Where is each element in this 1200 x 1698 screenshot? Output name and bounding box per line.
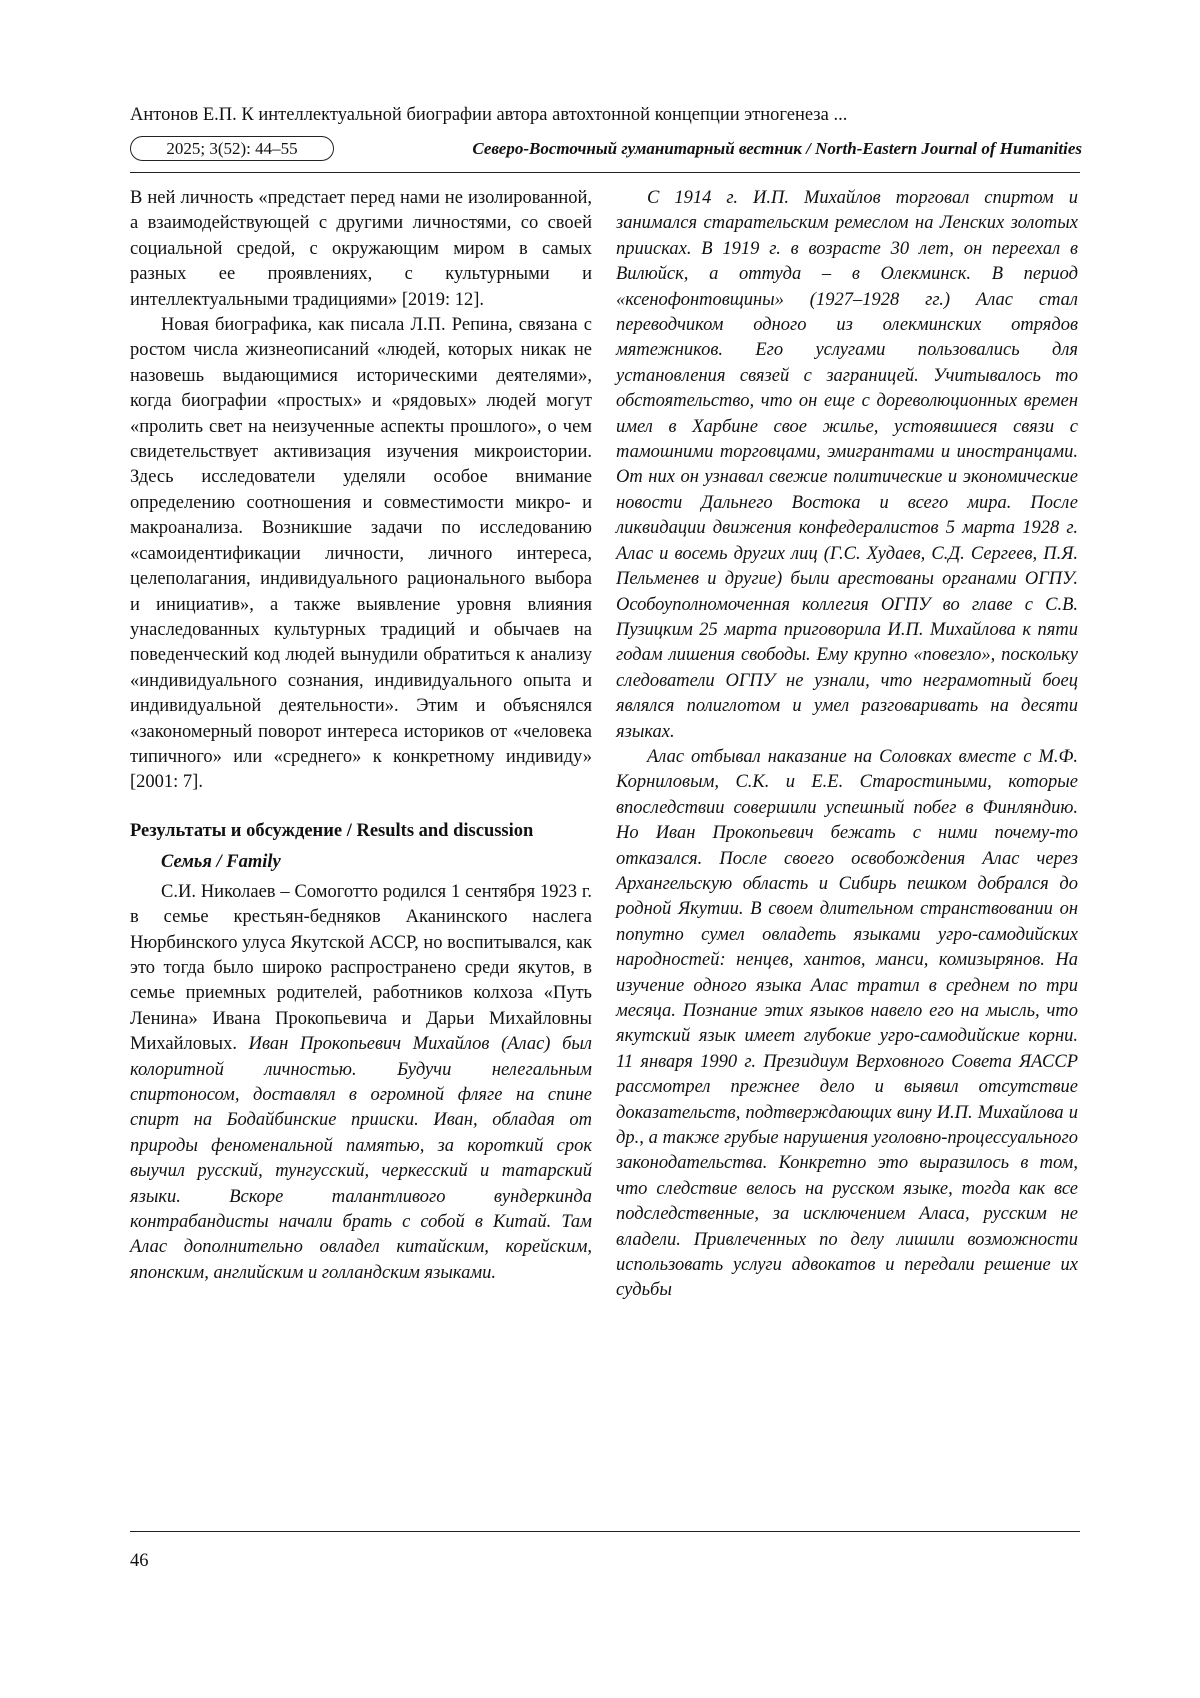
left-column <box>130 186 592 1286</box>
running-title: Антонов Е.П. К интеллектуальной биографии автора автохтонной концепции этногенеза ... <box>130 105 848 125</box>
journal-name: Северо-Восточный гуманитарный вестник / North-Eastern Journal of Humanities <box>472 139 1082 158</box>
footer-divider <box>130 1531 1080 1532</box>
header-divider <box>130 172 1080 173</box>
right-column <box>616 186 1078 1304</box>
paragraph <box>130 880 592 1287</box>
issue-badge: 2025; 3(52): 44–55 <box>130 136 334 161</box>
page-number: 46 <box>130 1551 149 1571</box>
sub-heading: Семья / Family <box>161 851 281 872</box>
paragraph: В ней личность «предстает перед нами не изолированной, а взаимодействующей с другими личностями, со своей социальной средой, с окружающим миром в самых разных ее проявлениях, с культурными и интеллектуальными традициями» [2019: 12]. <box>130 188 592 310</box>
paragraph-text: С.И. Николаев – Сомоготто родился 1 сентября 1923 г. в семье крестьян-бедняков Аканинского наслега Нюрбинского улуса Якутской АССР, но воспитывался, как это тогда было широко распространено среди якутов, в семье приемных родителей, работников колхоза «Путь Ленина» Ивана Прокопьевича и Дарьи Михайловны Михайловых. <box>130 881 592 1055</box>
paragraph-italic-text: Иван Прокопьевич Михайлов (Алас) был колоритной личностью. Будучи нелегальным спиртоносом, доставлял в огромной фляге на спине спирт на Бодайбинские прииски. Иван, обладая от природы феноменальной памятью, за короткий срок выучил русский, тунгусский, черкесский и татарский языки. Вскоре талантливого вундеркинда контрабандисты начали брать с собой в Китай. Там Алас дополнительно овладел китайским, корейским, японским, английским и голландским языками. <box>130 1034 592 1283</box>
paragraph: С 1914 г. И.П. Михайлов торговал спиртом и занимался старательским ремеслом на Ленских золотых приисках. В 1919 г. в возрасте 30 лет, он переехал в Вилюйск, а оттуда – в Олекминск. В период «ксенофонтовщины» (1927–1928 гг.) Алас стал переводчиком одного из олекминских отрядов мятежников. Его услугами пользовались для установления связей с заграницей. Учитывалось то обстоятельство, что он еще с дореволюционных времен имел в Харбине свое жилье, устоявшиеся связи с тамошними торговцами, эмигрантами и иностранцами. От них он узнавал свежие политические и экономические новости Дальнего Востока и всего мира. После ликвидации движения конфедералистов 5 марта 1928 г. Алас и восемь других лиц (Г.С. Худаев, С.Д. Сергеев, П.Я. Пельменев и другие) были арестованы органами ОГПУ. Особоуполномоченная коллегия ОГПУ во главе с С.В. Пузицким 25 марта приговорила И.П. Михайлова к пяти годам лишения свободы. Ему крупно «повезло», поскольку следователи ОГПУ не узнали, что неграмотный боец являлся полиглотом и умел разговаривать на десяти языках. <box>616 188 1078 742</box>
paragraph: Алас отбывал наказание на Соловках вместе с М.Ф. Корниловым, С.К. и Е.Е. Старостиными, которые впоследствии совершили успешный побег в Финляндию. Но Иван Прокопьевич бежать с ними почему-то отказался. После своего освобождения Алас через Архангельскую область и Сибирь пешком добрался до родной Якутии. В своем длительном странствовании он попутно сумел овладеть языками угро-самодийских народностей: ненцев, хантов, манси, комизырянов. На изучение одного языка Алас тратил в среднем по три месяца. Познание этих языков навело его на мысль, что якутский язык имеет глубокие угро-самодийские корни. 11 января 1990 г. Президиум Верховного Совета ЯАССР рассмотрел прежнее дело и выявил отсутствие доказательств, подтверждающих вину И.П. Михайлова и др., а также грубые нарушения уголовно-процессуального законодательства. Конкретно это выразилось в том, что следствие велось на русском языке, тогда как все подследственные, за исключением Аласа, русским не владели. Привлеченных по делу лишили возможности использовать услуги адвокатов и передали решение их судьбы <box>616 746 1078 1301</box>
paragraph: Новая биографика, как писала Л.П. Репина, связана с ростом числа жизнеописаний «людей, которых никак не назовешь выдающимися историческими деятелями», когда биографии «простых» и «рядовых» людей могут «пролить свет на неизученные аспекты прошлого», о чем свидетельствует активизация изучения микроистории. Здесь исследователи уделяли особое внимание определению соотношения и совместимости микро- и макроанализа. Возникшие задачи по исследованию «самоидентификации личности, личного интереса, целеполагания, индивидуального рационального выбора и инициатив», а также выявление уровня влияния унаследованных культурных традиций и обычаев на поведенческий код людей вынудили обратиться к анализу «индивидуального сознания, индивидуального опыта и индивидуальной деятельности». Этим и объяснялся «закономерный поворот интереса историков от «человека типичного» или «среднего» к конкретному индивиду» [2001: 7]. <box>130 315 592 793</box>
section-heading: Результаты и обсуждение / Results and discussion <box>130 820 534 841</box>
